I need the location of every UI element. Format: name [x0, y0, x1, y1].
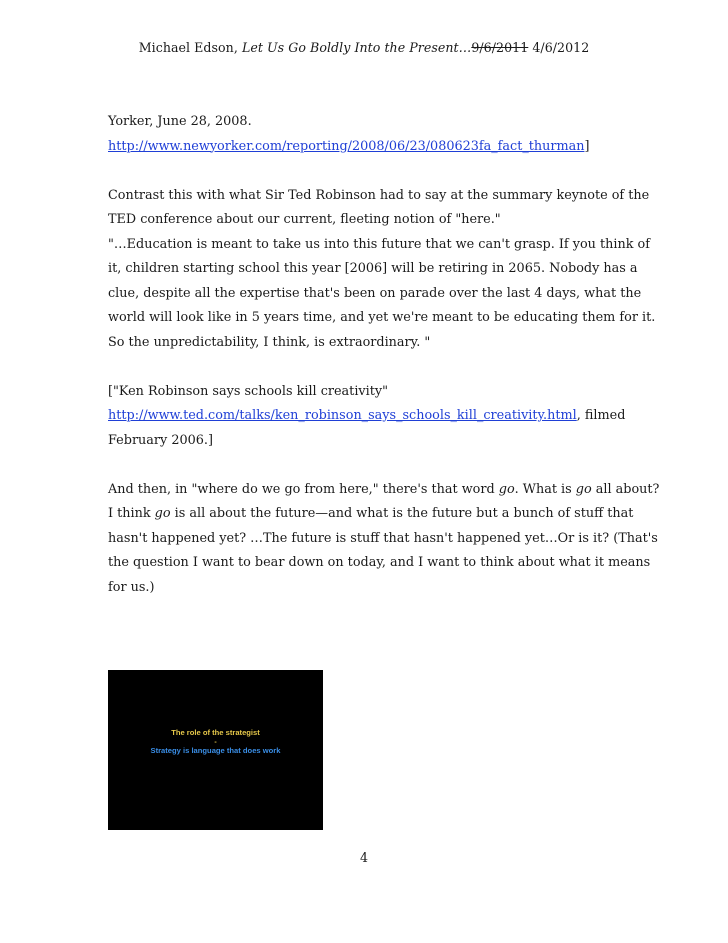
link-suffix: ] — [584, 138, 590, 154]
body-line: So the unpredictability, I think, is extraordinary. " — [108, 334, 431, 350]
body-line: February 2006.] — [108, 432, 213, 448]
text-run: all about? — [591, 481, 660, 497]
body-line — [108, 502, 634, 527]
emphasis-go: go — [154, 506, 171, 521]
page-number: 4 — [359, 850, 368, 865]
body-line: "…Education is meant to take us into this future that we can't grasp. If you think of — [108, 236, 650, 252]
header-title: Let Us Go Boldly Into the Present… — [241, 40, 472, 55]
emphasis-go: go — [498, 481, 515, 497]
text-run: I think — [108, 506, 155, 521]
body-line: Yorker, June 28, 2008. — [108, 114, 252, 129]
header-author: Michael Edson, — [138, 40, 242, 55]
page-header — [0, 40, 728, 55]
body-line: TED conference about our current, fleeting notion of "here." — [108, 212, 501, 227]
body-line: hasn't happened yet? …The future is stuff that hasn't happened yet…Or is it? (That's — [108, 530, 658, 546]
body-line: clue, despite all the expertise that's been on parade over the last 4 days, what the — [108, 285, 642, 301]
text-run: And then, in "where do we go from here," there's that word — [108, 481, 499, 497]
body-line: the question I want to bear down on today, and I want to think about what it means — [108, 555, 651, 570]
ted-talk-link[interactable]: http://www.ted.com/talks/ken_robinson_says_schools_kill_creativity.html — [108, 408, 577, 423]
body-line — [108, 478, 660, 503]
newyorker-link[interactable]: http://www.newyorker.com/reporting/2008/06/23/080623fa_fact_thurman — [108, 138, 585, 154]
slide-image — [108, 670, 323, 830]
emphasis-go: go — [575, 481, 592, 497]
body-line: ["Ken Robinson says schools kill creativity" — [108, 383, 389, 399]
body-line — [108, 404, 628, 429]
body-line: world will look like in 5 years time, and yet we're meant to be educating them for it. — [108, 310, 656, 325]
document-body — [108, 110, 660, 600]
body-line: for us.) — [108, 579, 155, 595]
header-struck-date: 9/6/2011 — [471, 40, 529, 55]
body-line: it, children starting school this year [2006] will be retiring in 2065. Nobody has a — [108, 261, 638, 276]
text-run: . What is — [514, 481, 576, 497]
slide-subtitle: Strategy is language that does work — [150, 746, 281, 755]
body-line — [108, 135, 628, 160]
body-line: Contrast this with what Sir Ted Robinson had to say at the summary keynote of the — [108, 187, 650, 203]
slide-title: The role of the strategist — [171, 728, 260, 737]
link-suffix: , filmed — [576, 408, 626, 423]
slide-separator: - — [214, 739, 217, 746]
header-date: 4/6/2012 — [528, 40, 590, 55]
text-run: is all about the future—and what is the future but a bunch of stuff that — [170, 506, 634, 521]
